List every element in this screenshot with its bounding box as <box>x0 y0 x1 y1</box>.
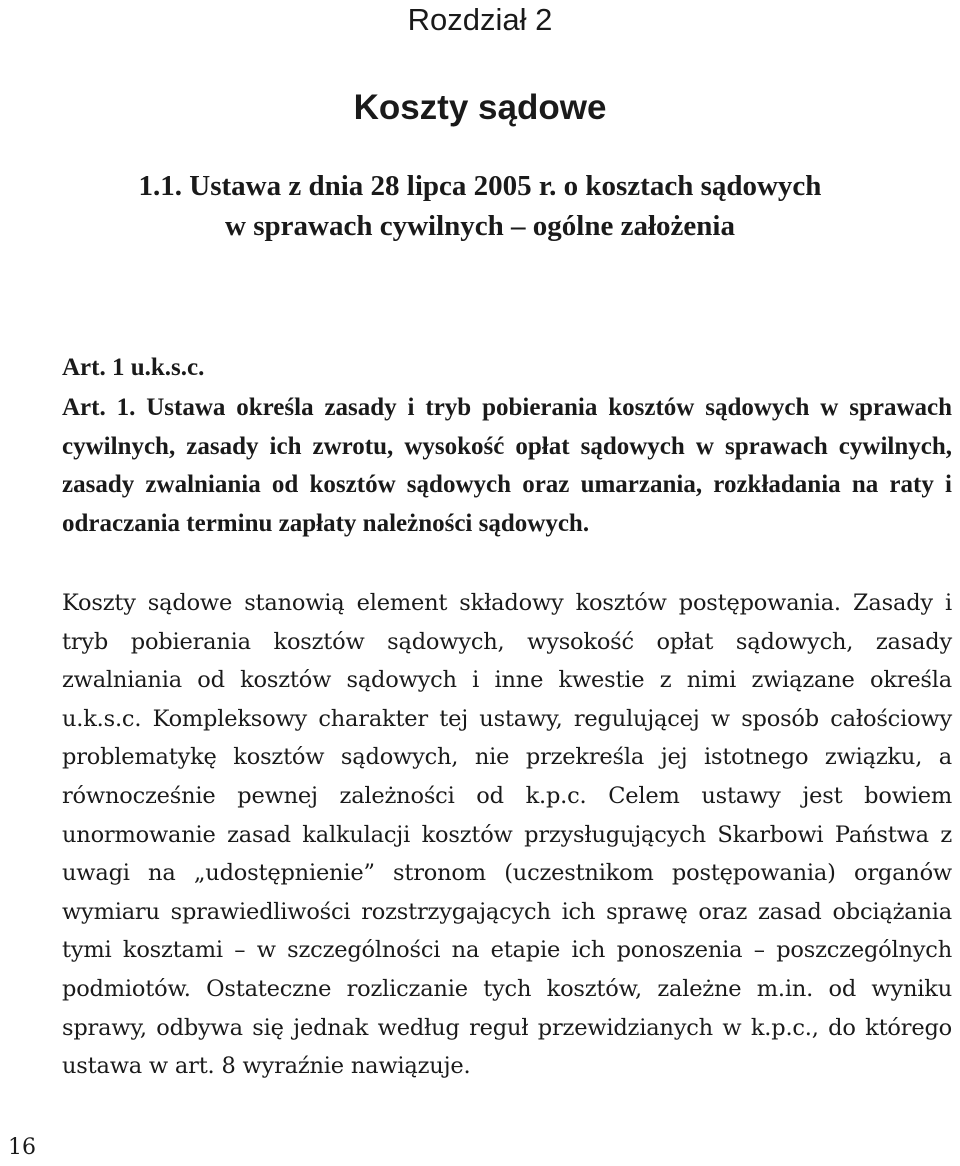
section-heading-line-2: w sprawach cywilnych – ogólne założenia <box>225 210 735 242</box>
page-title: Koszty sądowe <box>353 88 607 127</box>
section-heading-line-1: 1.1. Ustawa z dnia 28 lipca 2005 r. o kosztach sądowych <box>138 170 822 202</box>
chapter-heading: Rozdział 2 <box>407 2 553 37</box>
article-text: Art. 1. Ustawa określa zasady i tryb pobierania kosztów sądowych w sprawach cywilnych, zasady ich zwrotu, wysokość opłat sądowych w sprawach cywilnych, zasady zwalniania od kosztów sądowych oraz umarzania, rozkładania na raty i odraczania terminu zapłaty należności sądowych. <box>62 394 952 537</box>
body-text-block <box>8 584 952 1086</box>
body-paragraph: Koszty sądowe stanowią element składowy kosztów postępowania. Zasady i tryb pobierania kosztów sądowych, wysokość opłat sądowych, zasady zwalniania od kosztów sądowych i inne kwestie z nimi związane określa u.k.s.c. Kompleksowy charakter tej ustawy, regulującej w sposób całościowy problematykę kosztów sądowych, nie przekreśla jej istotnego związku, a równocześnie pewnej zależności od k.p.c. Celem ustawy jest bowiem unormowanie zasad kalkulacji kosztów przysługujących Skarbowi Państwa z uwagi na „udostępnienie” stronom (uczestnikom postępowania) organów wymiaru sprawiedliwości rozstrzygających ich sprawę oraz zasad obciążania tymi kosztami – w szczególności na etapie ich ponoszenia – poszczególnych podmiotów. Ostateczne rozliczanie tych kosztów, zależne m.in. od wyniku sprawy, odbywa się jednak według reguł przewidzianych w k.p.c., do którego ustawa w art. 8 wyraźnie nawiązuje. <box>62 590 952 1080</box>
article-text-block <box>8 389 952 543</box>
page-number: 16 <box>8 1135 36 1160</box>
article-reference: Art. 1 u.k.s.c. <box>62 354 205 381</box>
section-heading <box>0 166 960 246</box>
